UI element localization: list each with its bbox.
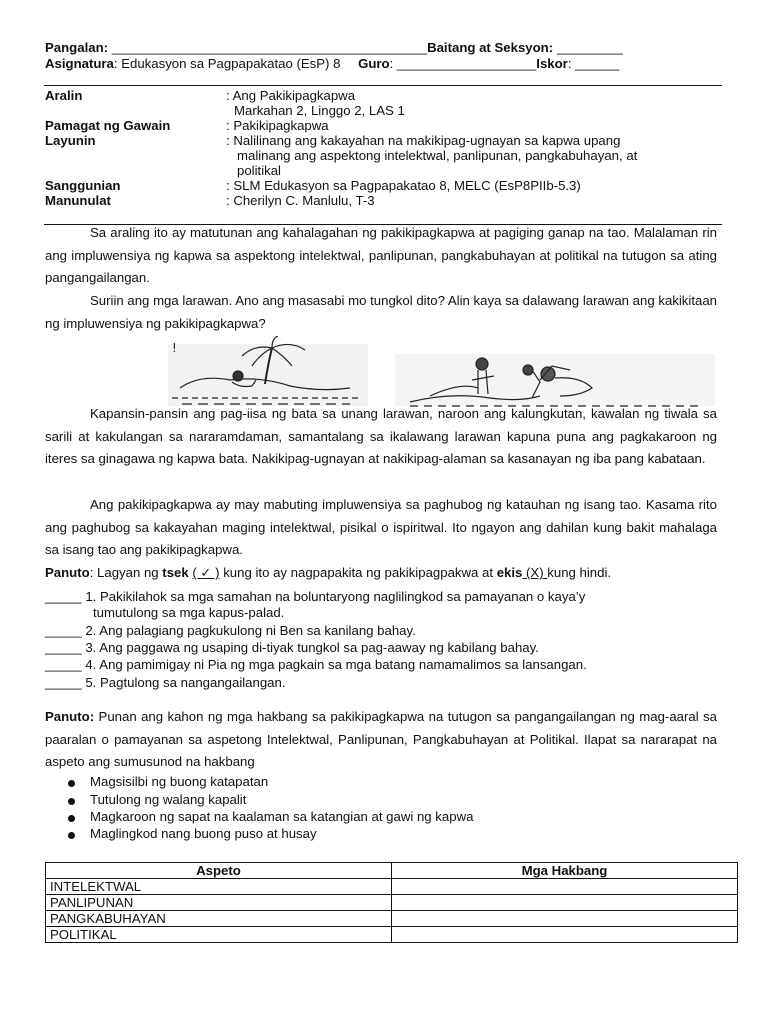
score-label: Iskor xyxy=(536,56,568,71)
table-header-row xyxy=(46,863,738,879)
layunin-label: Layunin xyxy=(45,133,96,148)
instruction-2-text: Punan ang kahon ng mga hakbang sa pakikipagkapwa na tutugon sa pangangailangan ng mag-aaral sa paaralan o pamayanan sa aspetong Intelektwal, Panlipunan, Pangkabuhayan at Politikal. Ilapat sa nararapat na aspeto ang sumusunod na hakbang xyxy=(45,709,717,770)
item-text: 5. Pagtulong sa nangangailangan. xyxy=(81,675,286,690)
paragraph-analysis xyxy=(45,403,717,471)
paragraph-question-text: Suriin ang mga larawan. Ano ang masasabi mo tungkol dito? Alin kaya sa dalawang larawan ang kakikitaan ng impluwensiya ng pakikipagkapwa? xyxy=(45,293,717,331)
paragraph-question xyxy=(45,290,717,335)
grade-line[interactable]: _________ xyxy=(556,40,623,55)
answer-blank[interactable]: _____ xyxy=(45,657,82,672)
list-item-continuation: tumutulong sa mga kapus-palad. xyxy=(93,605,285,620)
name-label: Pangalan: xyxy=(45,40,109,55)
paragraph-analysis-text: Kapansin-pansin ang pag-iisa ng bata sa unang larawan, naroon ang kalungkutan, kawalan ng tiwala sa sarili at kakulangan sa nararamdaman, samantalang sa ikalawang larawan kapuna puna ang pagkakaroon ng iteres sa ginagawa ng kapwa bata. Nakikipag-ugnayan at nakikipag-alaman sa kasanayan ng iba pang kabataan. xyxy=(45,406,717,467)
list-item xyxy=(45,623,416,638)
item-text: 3. Ang paggawa ng usaping di-tiyak tungkol sa pag-aaway ng kabilang bahay. xyxy=(81,640,539,655)
aralin-value: : Ang Pakikipagkapwa xyxy=(226,88,356,103)
bullet-dot xyxy=(68,780,75,787)
bullet-item: Maglingkod nang buong puso at husay xyxy=(90,826,317,841)
answer-blank[interactable]: _____ xyxy=(45,623,82,638)
layunin-value-1: : Nalilinang ang kakayahan na makikipag-ugnayan sa kapwa upang xyxy=(226,133,621,148)
svg-text:!: ! xyxy=(172,341,177,355)
aspect-table xyxy=(45,862,738,943)
aspect-cell: PANLIPUNAN xyxy=(46,895,392,911)
instruction-1-label: Panuto xyxy=(45,565,90,580)
table-row xyxy=(46,927,738,943)
steps-cell[interactable] xyxy=(392,911,738,927)
instruction-1-text-b: kung ito ay nagpapakita ng pakikipagpakwa at xyxy=(219,565,497,580)
bullet-item: Magkaroon ng sapat na kaalaman sa katangian at gawi ng kapwa xyxy=(90,809,474,824)
instruction-2-label: Panuto: xyxy=(45,709,95,724)
list-item xyxy=(45,640,539,655)
score-line[interactable]: : ______ xyxy=(567,56,620,71)
paragraph-intro-text: Sa araling ito ay matutunan ang kahalagahan ng pakikipagkapwa at pagiging ganap na tao. Malalaman rin ang impluwensiya ng kapwa sa aspektong intelektwal, panlipunan, pangkabuhayan at politikal na tutugon sa ating pangangailangan. xyxy=(45,225,717,286)
bullet-item: Magsisilbi ng buong katapatan xyxy=(90,774,269,789)
steps-cell[interactable] xyxy=(392,895,738,911)
steps-cell[interactable] xyxy=(392,879,738,895)
answer-blank[interactable]: _____ xyxy=(45,640,82,655)
bullet-dot xyxy=(68,815,75,822)
instruction-1-text-a: : Lagyan ng xyxy=(89,565,163,580)
column-header-hakbang: Mga Hakbang xyxy=(392,863,738,879)
manunulat-value: : Cherilyn C. Manlulu, T-3 xyxy=(226,193,375,208)
aspect-cell: PANGKABUHAYAN xyxy=(46,911,392,927)
aralin-value-2: Markahan 2, Linggo 2, LAS 1 xyxy=(234,103,405,118)
aralin-label: Aralin xyxy=(45,88,83,103)
item-text: 2. Ang palagiang pagkukulong ni Ben sa kanilang bahay. xyxy=(81,623,416,638)
paragraph-influence xyxy=(45,494,717,562)
list-item xyxy=(45,675,286,690)
bullet-item: Tutulong ng walang kapalit xyxy=(90,792,247,807)
paragraph-intro xyxy=(45,222,717,290)
aspect-cell: POLITIKAL xyxy=(46,927,392,943)
aspect-cell: INTELEKTWAL xyxy=(46,879,392,895)
name-row xyxy=(45,40,623,55)
layunin-value-3: politikal xyxy=(237,163,281,178)
ekis-word: ekis xyxy=(496,565,523,580)
subject-row xyxy=(45,56,619,71)
instruction-1-text-c: kung hindi. xyxy=(547,565,612,580)
answer-blank[interactable]: _____ xyxy=(45,589,82,604)
instruction-2 xyxy=(45,706,717,774)
divider-top xyxy=(44,85,722,86)
illustration-bg-2 xyxy=(395,354,715,406)
steps-cell[interactable] xyxy=(392,927,738,943)
pamagat-label: Pamagat ng Gawain xyxy=(45,118,171,133)
paragraph-influence-text: Ang pakikipagkapwa ay may mabuting impluwensiya sa paghubog ng katauhan ng isang tao. Kasama rito ang paghubog sa kakayahan maging intelektwal, pisikal o ispiritwal. Ito ngayon ang dahilan kung bakit mahalaga sa isang tao ang pakikipagkapwa. xyxy=(45,497,717,558)
table-row xyxy=(46,879,738,895)
manunulat-label: Manunulat xyxy=(45,193,111,208)
name-line[interactable]: ___________________________________________ xyxy=(111,40,428,55)
sanggunian-label: Sanggunian xyxy=(45,178,121,193)
bullet-dot xyxy=(68,832,75,839)
teacher-label: Guro xyxy=(358,56,390,71)
pamagat-value: : Pakikipagkapwa xyxy=(226,118,329,133)
answer-blank[interactable]: _____ xyxy=(45,675,82,690)
layunin-value-2: malinang ang aspektong intelektwal, panlipunan, pangkabuhayan, at xyxy=(237,148,638,163)
x-mark-symbol: (X) xyxy=(522,565,548,580)
table-row xyxy=(46,895,738,911)
instruction-1 xyxy=(45,565,611,581)
tsek-word: tsek xyxy=(162,565,189,580)
sanggunian-value: : SLM Edukasyon sa Pagpapakatao 8, MELC (EsP8PIIb-5.3) xyxy=(226,178,581,193)
subject-label: Asignatura xyxy=(45,56,114,71)
teacher-line[interactable]: : ___________________ xyxy=(389,56,537,71)
column-header-aspeto: Aspeto xyxy=(46,863,392,879)
list-item xyxy=(45,657,587,672)
table-row xyxy=(46,911,738,927)
illustration-bg-1 xyxy=(168,344,368,406)
item-text: 1. Pakikilahok sa mga samahan na boluntaryong naglilingkod sa pamayanan o kaya’y xyxy=(81,589,586,604)
check-mark-symbol: ( ✓ ) xyxy=(192,565,220,580)
illustrations xyxy=(160,336,730,408)
grade-label: Baitang at Seksyon: xyxy=(427,40,554,55)
bullet-dot xyxy=(68,798,75,805)
list-item xyxy=(45,589,585,604)
item-text: 4. Ang pamimigay ni Pia ng mga pagkain sa mga batang namamalimos sa lansangan. xyxy=(81,657,587,672)
subject-value: : Edukasyon sa Pagpapakatao (EsP) 8 xyxy=(113,56,341,71)
